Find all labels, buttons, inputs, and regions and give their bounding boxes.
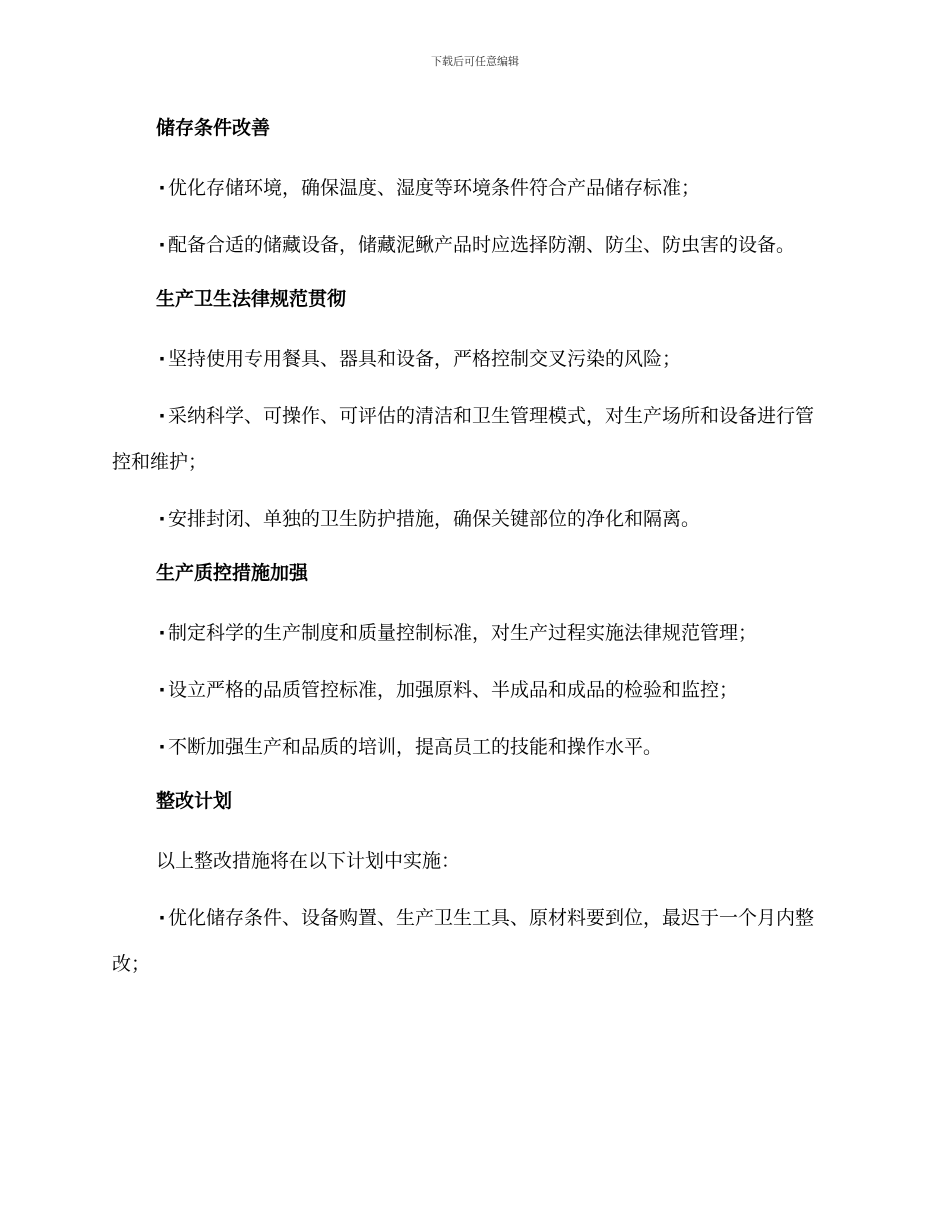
bullet-icon: · [158, 508, 166, 530]
bullet-text: 优化储存条件、设备购置、生产卫生工具、原材料要到位，最迟于一个月内整改； [112, 907, 815, 975]
document-body [112, 108, 824, 987]
section-heading-quality: 生产质控措施加强 [156, 562, 309, 584]
bullet-icon: · [158, 679, 166, 701]
bullet-text: 坚持使用专用餐具、器具和设备，严格控制交叉污染的风险； [168, 348, 682, 370]
bullet-icon: · [158, 736, 166, 758]
bullet-text: 制定科学的生产制度和质量控制标准，对生产过程实施法律规范管理； [168, 622, 758, 644]
bullet-item [112, 336, 824, 382]
bullet-item [112, 667, 824, 713]
bullet-text: 优化存储环境，确保温度、湿度等环境条件符合产品储存标准； [168, 177, 701, 199]
bullet-item [112, 496, 824, 542]
bullet-icon: · [158, 622, 166, 644]
bullet-item [112, 724, 824, 770]
bullet-icon: · [158, 405, 166, 427]
bullet-text: 不断加强生产和品质的培训，提高员工的技能和操作水平。 [168, 736, 663, 758]
bullet-text: 设立严格的品质管控标准，加强原料、半成品和成品的检验和监控； [168, 679, 739, 701]
bullet-icon: · [158, 348, 166, 370]
bullet-item [112, 610, 824, 656]
bullet-item [112, 165, 824, 211]
bullet-icon: · [158, 907, 166, 929]
bullet-text: 采纳科学、可操作、可评估的清洁和卫生管理模式，对生产场所和设备进行管控和维护； [112, 405, 815, 473]
bullet-item [112, 393, 824, 485]
section-heading-storage: 储存条件改善 [156, 117, 271, 139]
bullet-text: 安排封闭、单独的卫生防护措施，确保关键部位的净化和隔离。 [168, 508, 701, 530]
bullet-text: 配备合适的储藏设备，储藏泥鳅产品时应选择防潮、防尘、防虫害的设备。 [168, 234, 796, 256]
section-heading-plan: 整改计划 [156, 790, 233, 812]
bullet-icon: · [158, 177, 166, 199]
page-header-note: 下载后可任意编辑 [431, 55, 519, 68]
bullet-item [112, 895, 824, 987]
bullet-icon: · [158, 234, 166, 256]
bullet-item [112, 222, 824, 268]
plan-intro: 以上整改措施将在以下计划中实施： [156, 850, 461, 872]
section-heading-hygiene: 生产卫生法律规范贯彻 [156, 288, 347, 310]
